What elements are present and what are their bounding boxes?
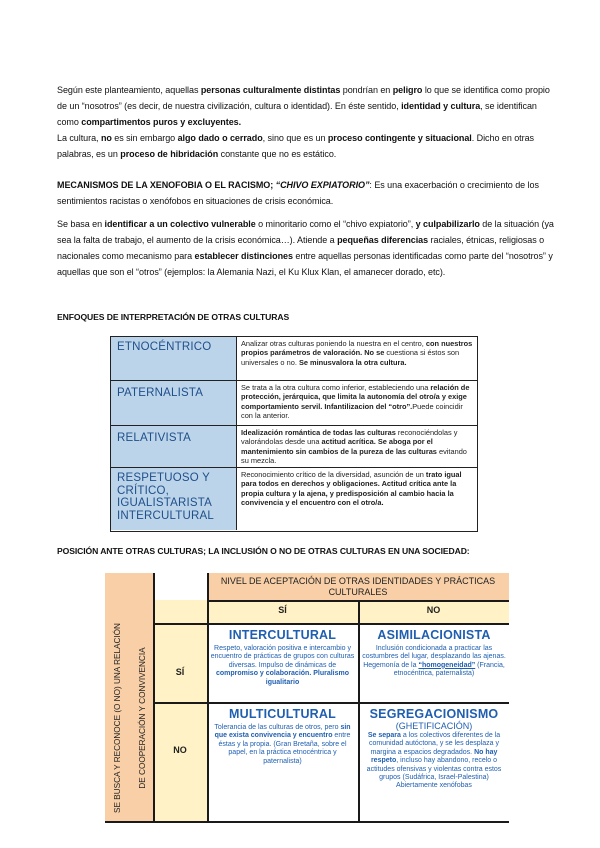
text-run: pondrían en xyxy=(340,85,393,95)
grid-line xyxy=(153,573,155,821)
grid-line xyxy=(207,573,209,821)
row-header-no: NO xyxy=(173,745,187,755)
paragraph-scapegoat-mechanism xyxy=(57,177,557,209)
side-label-cooperation: DE COOPERACIÓN Y CONVIVENCIA xyxy=(138,647,147,789)
cell-title: SEGREGACIONISMO xyxy=(369,707,499,721)
cell-description xyxy=(209,724,356,766)
cell-title: ASIMILACIONISTA xyxy=(377,628,491,642)
text-run: a los colectivos diferentes de la comunidad autóctona, y se les desplaza y margina a espacios degradados. xyxy=(369,732,501,756)
paragraph-identity xyxy=(57,82,557,130)
section-heading-positions: POSICIÓN ANTE OTRAS CULTURAS; LA INCLUSIÓN O NO DE OTRAS CULTURAS EN UNA SOCIEDAD: xyxy=(57,546,470,556)
table-row xyxy=(111,380,477,425)
text-run: , se identifican como xyxy=(57,101,537,127)
cell-multicultural xyxy=(209,707,356,766)
text-run: Se basa en xyxy=(57,219,105,229)
text-run: Analizar otras culturas poniendo la nuestra en el centro, xyxy=(241,339,426,348)
text-run: : Es una exacerbación o crecimiento de los sentimientos racistas o xenófobos en situaciones de crisis económica. xyxy=(57,180,539,206)
cell-title: MULTICULTURAL xyxy=(229,707,336,721)
row-description xyxy=(241,426,473,466)
text-run: de la situación (ya sea la falta de trabajo, el aumento de la crisis económica…). Atiende a xyxy=(57,219,554,245)
cell-subtitle: (GHETIFICACIÓN) xyxy=(395,721,473,731)
bold-text: no xyxy=(100,133,112,143)
text-run: constante que no es estático. xyxy=(218,149,337,159)
bold-text: compartimentos puros y excluyentes. xyxy=(81,117,242,127)
row-label: ETNOCÉNTRICO xyxy=(111,337,237,380)
row-description xyxy=(241,337,473,367)
cell-description xyxy=(209,645,356,687)
bold-text: sin que exista convivencia y encuentro xyxy=(214,724,351,740)
bold-text: establecer distinciones xyxy=(194,251,293,261)
bold-text: identidad y cultura xyxy=(401,101,481,111)
text-run: Respeto, valoración positiva e intercambio y encuentro de prácticas de grupos con culturas diversas. Impulso de dinámicas de xyxy=(210,645,355,669)
text-run: , sino que es un xyxy=(262,133,328,143)
section-heading-approaches: ENFOQUES DE INTERPRETACIÓN DE OTRAS CULTURAS xyxy=(57,312,290,322)
cell-intercultural xyxy=(209,628,356,687)
row-label: PATERNALISTA xyxy=(111,381,237,425)
cell-description xyxy=(361,732,507,791)
bold-text: pequeñas diferencias xyxy=(337,235,429,245)
bold-text: No hay respeto xyxy=(370,748,498,765)
text-run: Inclusión condicionada a practicar las costumbres del lugar, desplazando las ajenas. Hegemonía de la xyxy=(362,645,506,669)
bold-text: personas culturalmente distintas xyxy=(200,85,341,95)
text-run: raciales, étnicas, religiosas o nacionales como mecanismo para xyxy=(57,235,545,261)
bold-text: algo dado o cerrado xyxy=(177,133,263,143)
text-run: , incluso hay abandono, recelo o actitudes ofensivas y violentas contra estos grupos (Sudáfrica, Israel-Palestina) Abiertamente xenófobas xyxy=(366,757,502,790)
cell-asimilacionista xyxy=(361,628,507,679)
row-header-yes: SÍ xyxy=(175,667,185,677)
grid-line xyxy=(358,600,360,821)
text-run: entre éstas y la propia. (Gran Bretaña, sobre el papel, en la práctica etnocéntrica y paternalista) xyxy=(218,732,351,765)
table-row xyxy=(111,337,477,380)
text-run: o minoritario como el “chivo expiatorio”, xyxy=(255,219,416,229)
row-header-band xyxy=(153,600,207,821)
column-header-no: NO xyxy=(426,605,441,615)
row-description xyxy=(241,381,473,421)
grid-line xyxy=(207,600,509,602)
row-label: RELATIVISTA xyxy=(111,426,237,467)
text-run: es sin embargo xyxy=(111,133,178,143)
positions-matrix xyxy=(105,573,509,827)
bold-text: actitud acrítica. Se aboga por el mantenimiento sin cambios de la pureza de las culturas xyxy=(241,437,437,456)
acceptance-level-header: NIVEL DE ACEPTACIÓN DE OTRAS IDENTIDADES Y PRÁCTICAS CULTURALES xyxy=(220,576,496,597)
bold-text: proceso contingente y situacional xyxy=(327,133,472,143)
text-run: cuestiona si éstos son universales o no. xyxy=(241,348,460,367)
text-run: lo que se identifica como propio de un “nosotros” (es decir, de nuestra civilización, cultura o identidad). En éste sentido, xyxy=(57,85,550,111)
bold-text: compromiso y colaboración. Pluralismo igualitario xyxy=(215,670,350,686)
cell-title: INTERCULTURAL xyxy=(228,628,337,642)
bold-text: identificar a un colectivo vulnerable xyxy=(104,219,256,229)
table-row xyxy=(111,467,477,530)
text-run: entre aquellas personas identificadas como parte del “nosotros” y aquellas que son el “otros” (ejemplos: la Alemania Nazi, el Ku Klux Klan, el amanecer dorado, etc). xyxy=(57,251,553,277)
bold-text: proceso de hibridación xyxy=(120,149,219,159)
bold-text: y culpabilizarlo xyxy=(415,219,480,229)
text-run: Según este planteamiento, aquellas xyxy=(57,85,201,95)
text-run: Reconocimiento crítico de la diversidad, asunción de un xyxy=(241,470,426,479)
bold-text: “CHIVO EXPIATORIO” xyxy=(275,180,370,190)
column-header-yes: SÍ xyxy=(278,605,287,615)
bold-text: Se separa xyxy=(367,732,401,739)
bold-text: relación de protección, jerárquica, que limita la autonomía del otro/a y exige comportamiento servil. Infantilizacion del “otro”. xyxy=(241,383,470,411)
bold-text: MECANISMOS DE LA XENOFOBIA O EL RACISMO; xyxy=(57,180,276,190)
bold-text: “homogeneidad” xyxy=(418,661,476,669)
bold-text: peligro xyxy=(392,85,423,95)
text-run: Puede coincidir con la anterior. xyxy=(241,401,463,421)
grid-line xyxy=(105,821,509,823)
text-run: evitando su mezcla. xyxy=(241,446,467,466)
text-run: reconociéndolas y valorándolas desde una xyxy=(241,428,458,447)
text-run: . Dicho en otras palabras, es un xyxy=(57,133,534,159)
cell-segregacionismo xyxy=(361,707,507,791)
text-run: Se trata a la otra cultura como inferior, estableciendo una xyxy=(241,383,431,392)
bold-text: con nuestros propios parámetros de valoración. No se xyxy=(241,339,473,358)
side-label-relation: SE BUSCA Y RECONOCE (O NO) UNA RELACIÓN xyxy=(113,623,122,813)
bold-text: Se minusvalora la otra cultura. xyxy=(298,357,407,367)
paragraph-culture xyxy=(57,130,557,162)
bold-text: trato igual para todos en derechos y obligaciones. Actitud crítica ante la propia cultura y la ajena, y predisposición al cambio hacia la convivencia y el encuentro con el otro/a. xyxy=(241,470,462,508)
bold-text: Idealización romántica de todas las culturas xyxy=(241,428,396,437)
grid-line xyxy=(153,623,509,625)
cell-description xyxy=(361,645,507,679)
approaches-table xyxy=(110,336,478,532)
text-run: Tolerancia de las culturas de otros, pero xyxy=(214,724,341,731)
text-run: La cultura, xyxy=(57,133,101,143)
text-run: (Francia, etnocéntrica, paternalista) xyxy=(393,661,505,678)
row-description xyxy=(241,468,473,508)
table-row xyxy=(111,425,477,467)
row-label: RESPETUOSO Y CRÍTICO, IGUALISTARISTA INTERCULTURAL xyxy=(111,468,237,530)
paragraph-scapegoat-detail xyxy=(57,216,557,280)
grid-line xyxy=(153,702,509,704)
